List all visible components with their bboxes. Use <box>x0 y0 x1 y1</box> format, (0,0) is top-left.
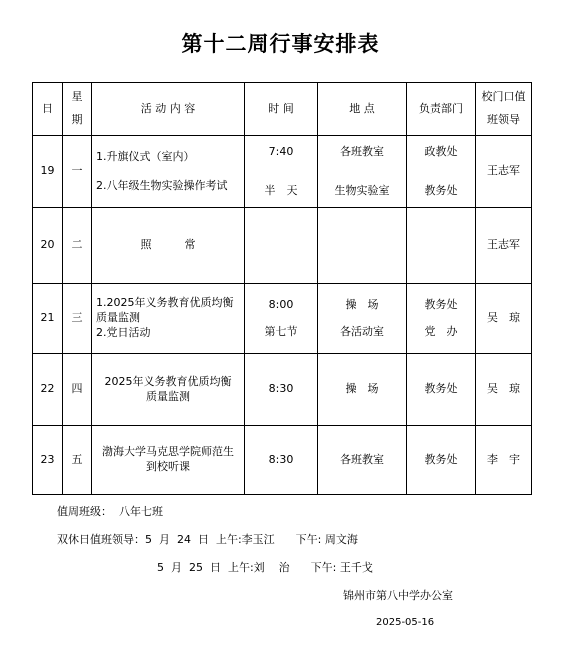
header-weekday-line2: 期 <box>71 113 83 126</box>
cell-day: 19 <box>33 136 63 208</box>
header-row <box>33 83 532 136</box>
dept-line: 教务处 <box>424 297 458 311</box>
cell-dept <box>407 208 476 284</box>
table-row <box>33 208 532 284</box>
cell-place: 各班教室 <box>318 426 407 495</box>
header-day: 日 <box>33 83 63 136</box>
dept-line: 党 办 <box>424 324 458 338</box>
issuing-office: 锦州市第八中学办公室 <box>343 589 453 602</box>
cell-activity <box>92 136 245 208</box>
cell-activity <box>92 426 245 495</box>
page-title: 第十二周行事安排表 <box>181 31 380 56</box>
cell-dept: 教务处 <box>407 426 476 495</box>
cell-time: 8:30 <box>245 354 318 426</box>
cell-day: 23 <box>33 426 63 495</box>
place-line: 各班教室 <box>340 144 384 158</box>
table-row <box>33 136 532 208</box>
schedule-table <box>32 82 532 495</box>
header-dept: 负责部门 <box>407 83 476 136</box>
cell-place: 操 场 <box>318 354 407 426</box>
activity-line: 1.2025年义务教育优质均衡质量监测 <box>96 296 234 325</box>
cell-leader: 吴 琼 <box>476 354 532 426</box>
table-row <box>33 354 532 426</box>
cell-leader: 吴 琼 <box>476 284 532 354</box>
header-leader <box>476 83 532 136</box>
cell-activity <box>92 354 245 426</box>
activity-line: 2.党日活动 <box>96 325 151 339</box>
cell-leader: 王志军 <box>476 136 532 208</box>
cell-place <box>318 284 407 354</box>
cell-time <box>245 284 318 354</box>
issue-date: 2025-05-16 <box>376 617 435 628</box>
cell-weekday: 五 <box>63 426 92 495</box>
cell-weekday: 三 <box>63 284 92 354</box>
time-line: 8:00 <box>268 297 294 311</box>
cell-leader: 李 宇 <box>476 426 532 495</box>
weekend-duty-line-1: 双休日值班领导：5 月 24 日 上午:李玉江 下午: 周文海 <box>57 533 358 546</box>
activity-line: 2025年义务教育优质均衡质量监测 <box>104 374 232 403</box>
table-row <box>33 284 532 354</box>
table-row <box>33 426 532 495</box>
activity-line: 照 常 <box>140 238 196 252</box>
activity-line: 渤海大学马克思学院师范生到校听课 <box>102 445 234 473</box>
time-line: 7:40 <box>268 144 294 158</box>
header-activity: 活 动 内 容 <box>92 83 245 136</box>
cell-activity <box>92 284 245 354</box>
cell-weekday: 一 <box>63 136 92 208</box>
time-line: 第七节 <box>264 324 298 338</box>
cell-place <box>318 208 407 284</box>
header-time: 时 间 <box>245 83 318 136</box>
cell-dept <box>407 284 476 354</box>
cell-weekday: 四 <box>63 354 92 426</box>
cell-time <box>245 208 318 284</box>
time-line: 半 天 <box>264 183 298 197</box>
cell-time: 8:30 <box>245 426 318 495</box>
header-weekday-line1: 星 <box>71 90 83 104</box>
place-line: 各活动室 <box>340 324 384 338</box>
place-line: 操 场 <box>345 297 379 311</box>
place-line: 生物实验室 <box>334 183 390 197</box>
cell-dept: 教务处 <box>407 354 476 426</box>
header-place: 地 点 <box>318 83 407 136</box>
header-leader-line2: 班领导 <box>487 113 520 126</box>
cell-day: 22 <box>33 354 63 426</box>
cell-activity <box>92 208 245 284</box>
cell-weekday: 二 <box>63 208 92 284</box>
cell-day: 21 <box>33 284 63 354</box>
cell-day: 20 <box>33 208 63 284</box>
activity-line: 2.八年级生物实验操作考试 <box>96 178 228 192</box>
duty-class-note: 值周班级： 八年七班 <box>57 505 163 518</box>
activity-line: 1.升旗仪式（室内） <box>96 149 195 163</box>
dept-line: 教务处 <box>424 183 458 197</box>
dept-line: 政教处 <box>424 144 458 158</box>
cell-leader: 王志军 <box>476 208 532 284</box>
header-weekday <box>63 83 92 136</box>
cell-time <box>245 136 318 208</box>
header-leader-line1: 校门口值 <box>481 90 526 104</box>
cell-dept <box>407 136 476 208</box>
weekend-duty-line-2: 5 月 25 日 上午:刘 治 下午: 王千戈 <box>157 561 373 574</box>
cell-place <box>318 136 407 208</box>
